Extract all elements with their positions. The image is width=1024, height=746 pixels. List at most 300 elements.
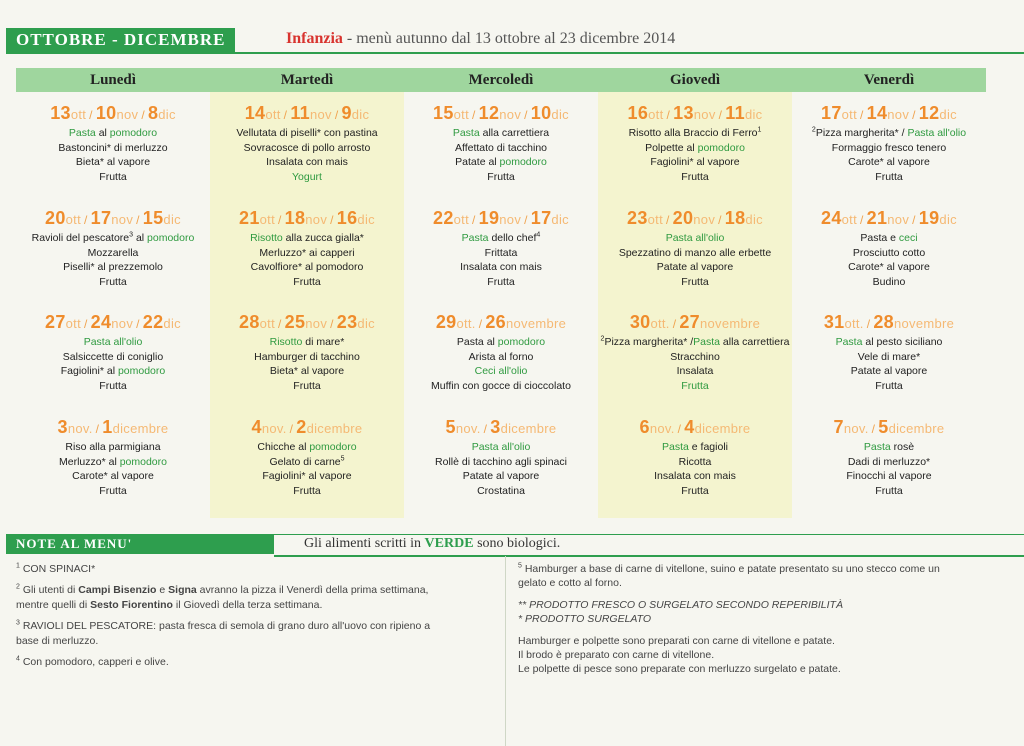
date-month: nov. bbox=[843, 421, 869, 436]
date-separator: / bbox=[860, 213, 864, 227]
text: Pizza margherita* / bbox=[815, 127, 908, 139]
date-day: 28 bbox=[239, 312, 260, 332]
date-line bbox=[792, 414, 986, 440]
date-line bbox=[16, 100, 210, 126]
school-level: Infanzia bbox=[286, 30, 343, 47]
date-day: 13 bbox=[50, 103, 71, 123]
date-line bbox=[210, 309, 404, 335]
text: Formaggio fresco tenero bbox=[831, 141, 947, 154]
date-month: dic bbox=[351, 107, 370, 122]
organic-text: pomodoro bbox=[497, 336, 546, 348]
day-header: Venerdì bbox=[792, 68, 986, 92]
date-month: ott. bbox=[650, 316, 670, 331]
menu-cell bbox=[16, 100, 210, 184]
text: Insalata con mais bbox=[654, 470, 736, 483]
date-day: 20 bbox=[672, 208, 694, 228]
text: Ricotta bbox=[678, 455, 712, 468]
menu-cell bbox=[210, 414, 404, 498]
footnote-ref: 4 bbox=[16, 655, 20, 663]
footnote-ref: 1 bbox=[757, 126, 762, 134]
text: RAVIOLI DEL PESCATORE bbox=[22, 620, 154, 632]
text: Carote* al vapore bbox=[72, 470, 154, 483]
organic-note-post: sono biologici. bbox=[473, 536, 561, 551]
date-separator: / bbox=[330, 317, 334, 331]
date-separator: / bbox=[472, 213, 476, 227]
date-month: dic bbox=[551, 212, 569, 227]
text: Frutta bbox=[99, 484, 127, 497]
notes-left-column bbox=[16, 562, 491, 676]
text: Mozzarella bbox=[87, 246, 139, 259]
menu-item bbox=[210, 126, 404, 141]
day-column bbox=[404, 68, 598, 518]
text: Vellutata di piselli* con pastina bbox=[236, 127, 378, 139]
menu-cell bbox=[598, 100, 792, 184]
note-paragraph bbox=[16, 619, 491, 649]
date-day: 25 bbox=[284, 312, 306, 332]
text: Frutta bbox=[681, 484, 709, 497]
date-month: nov bbox=[499, 212, 522, 227]
date-separator: / bbox=[866, 317, 871, 331]
text: Le polpette di pesce sono preparate con merluzzo surgelato e patate. bbox=[518, 663, 841, 675]
organic-text: ceci bbox=[898, 232, 918, 244]
menu-item bbox=[598, 335, 792, 350]
date-day: 7 bbox=[833, 417, 844, 437]
footnote-ref: 2 bbox=[600, 335, 605, 343]
footnote-ref: 2 bbox=[16, 583, 20, 591]
date-day: 16 bbox=[336, 208, 358, 228]
text: Sovracosce di pollo arrosto bbox=[243, 141, 371, 154]
footnote-ref: 3 bbox=[129, 231, 134, 239]
organic-text: Yogurt bbox=[292, 170, 322, 183]
text: Frutta bbox=[875, 484, 903, 497]
menu-cell bbox=[16, 205, 210, 289]
organic-text: pomodoro bbox=[109, 127, 158, 139]
date-separator: / bbox=[860, 108, 864, 122]
menu-item bbox=[16, 275, 210, 290]
footnote-ref: 3 bbox=[16, 619, 20, 627]
text: Frutta bbox=[681, 275, 709, 288]
date-line bbox=[792, 205, 986, 231]
text: Frutta bbox=[293, 484, 321, 497]
page-header bbox=[0, 26, 1024, 54]
date-separator: / bbox=[666, 213, 670, 227]
date-day: 28 bbox=[873, 312, 894, 332]
text: di mare* bbox=[302, 336, 345, 348]
date-separator: / bbox=[278, 317, 282, 331]
organic-text: pomodoro bbox=[147, 232, 195, 244]
text: e fagioli bbox=[688, 441, 728, 453]
date-day: 15 bbox=[433, 103, 454, 123]
text: Stracchino bbox=[670, 350, 720, 363]
date-day: 1 bbox=[102, 417, 113, 437]
menu-item bbox=[404, 170, 598, 185]
menu-item bbox=[792, 141, 986, 156]
menu-cell bbox=[404, 205, 598, 289]
date-month: ott bbox=[259, 316, 276, 331]
date-separator: / bbox=[672, 317, 677, 331]
note-paragraph bbox=[518, 562, 988, 590]
menu-cell bbox=[210, 309, 404, 393]
organic-text: pomodoro bbox=[309, 441, 357, 453]
menu-item bbox=[598, 231, 792, 246]
date-day: 17 bbox=[90, 208, 112, 228]
menu-cell bbox=[16, 414, 210, 498]
menu-item bbox=[404, 440, 598, 455]
date-separator: / bbox=[912, 108, 916, 122]
date-day: 10 bbox=[530, 103, 552, 123]
date-month: dic bbox=[163, 316, 181, 331]
menu-item bbox=[404, 260, 598, 275]
text: Frutta bbox=[681, 170, 709, 183]
text: Patate al vapore bbox=[462, 470, 540, 483]
text: avranno la pizza il Venerdì della prima settimana, bbox=[196, 584, 429, 596]
text: Prosciutto cotto bbox=[852, 246, 926, 259]
text: al pesto siciliano bbox=[862, 336, 943, 348]
date-line bbox=[210, 414, 404, 440]
text: Crostatina bbox=[477, 484, 525, 497]
date-month: dic bbox=[744, 107, 763, 122]
date-month: nov. bbox=[455, 421, 481, 436]
menu-item bbox=[404, 350, 598, 365]
menu-item bbox=[598, 155, 792, 170]
date-month: dic bbox=[551, 107, 569, 122]
text: Frutta bbox=[487, 170, 515, 183]
text: alla carrettiera bbox=[720, 336, 790, 348]
organic-text: pomodoro bbox=[117, 365, 166, 378]
date-day: 6 bbox=[639, 417, 650, 437]
date-separator: / bbox=[334, 108, 339, 122]
menu-item bbox=[16, 469, 210, 484]
date-month: ott bbox=[453, 107, 470, 122]
text: Hamburger e polpette sono preparati con carne di vitellone e patate. bbox=[518, 635, 835, 647]
day-column bbox=[792, 68, 986, 518]
date-month: ott bbox=[265, 107, 281, 122]
date-day: 10 bbox=[95, 103, 117, 123]
menu-cell bbox=[404, 309, 598, 393]
date-month: ott bbox=[647, 212, 664, 227]
date-day: 4 bbox=[684, 417, 695, 437]
date-month: dic bbox=[163, 212, 181, 227]
menu-item bbox=[598, 364, 792, 379]
date-separator: / bbox=[524, 108, 528, 122]
date-day: 5 bbox=[445, 417, 456, 437]
menu-item bbox=[210, 469, 404, 484]
text: Fagiolini* al vapore bbox=[262, 470, 352, 483]
menu-item bbox=[792, 275, 986, 290]
organic-text: Risotto bbox=[269, 336, 303, 348]
text: base di merluzzo. bbox=[16, 635, 99, 647]
date-month: ott bbox=[841, 107, 858, 122]
menu-item bbox=[210, 455, 404, 470]
note-paragraph bbox=[16, 562, 491, 577]
date-separator: / bbox=[478, 317, 483, 331]
menu-period: - menù autunno dal 13 ottobre al 23 dicembre 2014 bbox=[342, 30, 676, 47]
text: Gelato di carne bbox=[269, 455, 341, 468]
date-day: 22 bbox=[433, 208, 454, 228]
menu-item bbox=[792, 364, 986, 379]
menu-cell bbox=[210, 100, 404, 184]
text: Patate al vapore bbox=[656, 261, 734, 274]
date-month: nov bbox=[693, 107, 716, 122]
day-header: Martedì bbox=[210, 68, 404, 92]
text: alla carrettiera bbox=[479, 127, 550, 139]
organic-text: Risotto bbox=[250, 232, 283, 244]
date-day: 29 bbox=[435, 312, 457, 332]
date-day: 13 bbox=[673, 103, 694, 123]
date-line bbox=[598, 205, 792, 231]
menu-item bbox=[792, 350, 986, 365]
bold-text: Campi Bisenzio bbox=[78, 584, 157, 596]
text: Con pomodoro, capperi e olive. bbox=[19, 656, 169, 668]
date-month: ott bbox=[841, 212, 858, 227]
text: Insalata con mais bbox=[266, 156, 348, 169]
date-month: nov. bbox=[261, 421, 287, 436]
menu-item bbox=[16, 231, 210, 246]
date-separator: / bbox=[718, 108, 723, 122]
footnote-ref: 2 bbox=[811, 126, 816, 134]
date-separator: / bbox=[141, 108, 145, 122]
text: Vele di mare* bbox=[857, 350, 921, 363]
notes-header bbox=[6, 534, 1024, 554]
organic-text: Pasta all'olio bbox=[471, 441, 531, 453]
menu-item bbox=[210, 335, 404, 350]
menu-item bbox=[792, 231, 986, 246]
text: al bbox=[133, 232, 148, 244]
date-separator: / bbox=[289, 422, 294, 436]
date-day: 14 bbox=[244, 103, 266, 123]
menu-cell bbox=[404, 100, 598, 184]
menu-item bbox=[16, 484, 210, 499]
date-line bbox=[404, 100, 598, 126]
date-day: 24 bbox=[90, 312, 112, 332]
date-separator: / bbox=[283, 108, 288, 122]
day-column bbox=[598, 68, 792, 518]
text: Merluzzo* al bbox=[59, 455, 120, 468]
organic-text: Pasta bbox=[662, 441, 689, 453]
text: e bbox=[156, 584, 169, 596]
menu-item bbox=[16, 440, 210, 455]
date-separator: / bbox=[472, 108, 476, 122]
menu-item bbox=[16, 260, 210, 275]
menu-item bbox=[210, 170, 404, 185]
date-day: 19 bbox=[918, 208, 940, 228]
menu-item bbox=[210, 231, 404, 246]
date-day: 26 bbox=[485, 312, 506, 332]
text: Polpette al bbox=[645, 141, 698, 154]
date-day: 3 bbox=[490, 417, 501, 437]
date-month: novembre bbox=[893, 316, 955, 331]
date-month: dicembre bbox=[888, 421, 945, 436]
text: gelato e cotto al forno. bbox=[518, 577, 622, 589]
date-month: ott bbox=[70, 107, 87, 122]
menu-cell bbox=[16, 309, 210, 393]
text: Riso alla parmigiana bbox=[65, 441, 161, 453]
text: al bbox=[95, 127, 110, 139]
menu-item bbox=[792, 260, 986, 275]
menu-item bbox=[792, 440, 986, 455]
menu-cell bbox=[598, 205, 792, 289]
menu-item bbox=[404, 455, 598, 470]
text: : pasta fresca di semola di grano duro all'uovo con ripieno a bbox=[153, 620, 431, 632]
date-month: dic bbox=[939, 107, 957, 122]
note-paragraph bbox=[16, 655, 491, 670]
text: rosè bbox=[890, 441, 915, 453]
menu-item bbox=[16, 379, 210, 394]
date-month: ott bbox=[65, 212, 82, 227]
date-day: 23 bbox=[627, 208, 648, 228]
menu-item bbox=[598, 350, 792, 365]
date-separator: / bbox=[89, 108, 93, 122]
menu-item bbox=[792, 335, 986, 350]
menu-item bbox=[16, 141, 210, 156]
menu-item bbox=[792, 246, 986, 261]
menu-item bbox=[16, 364, 210, 379]
text: Gli utenti di bbox=[19, 584, 79, 596]
menu-item bbox=[210, 275, 404, 290]
menu-item bbox=[210, 440, 404, 455]
text: Risotto alla Braccio di Ferro bbox=[628, 127, 758, 139]
date-month: dic bbox=[357, 316, 375, 331]
bold-text: Signa bbox=[168, 584, 197, 596]
text: Patate al bbox=[455, 156, 500, 169]
menu-item bbox=[16, 350, 210, 365]
organic-note bbox=[304, 536, 560, 552]
day-header: Giovedì bbox=[598, 68, 792, 92]
text: dello chef bbox=[488, 232, 537, 244]
menu-item bbox=[16, 246, 210, 261]
menu-item bbox=[792, 484, 986, 499]
day-column bbox=[16, 68, 210, 518]
menu-item bbox=[404, 275, 598, 290]
menu-cell bbox=[210, 205, 404, 289]
text: Affettato di tacchino bbox=[454, 141, 548, 154]
organic-text: Pasta bbox=[68, 127, 96, 139]
text: Frutta bbox=[99, 379, 127, 392]
footnote-ref: 5 bbox=[340, 455, 345, 463]
menu-item bbox=[404, 155, 598, 170]
date-month: dicembre bbox=[694, 421, 751, 436]
menu-item bbox=[210, 260, 404, 275]
bold-text: Sesto Fiorentino bbox=[90, 599, 173, 611]
period-title: OTTOBRE - DICEMBRE bbox=[6, 28, 235, 52]
menu-item bbox=[404, 126, 598, 141]
menu-item bbox=[210, 350, 404, 365]
text: Frutta bbox=[487, 275, 515, 288]
notes-title: NOTE AL MENU' bbox=[6, 534, 274, 554]
menu-item bbox=[598, 275, 792, 290]
text: Pizza margherita* / bbox=[604, 336, 694, 348]
menu-item bbox=[598, 455, 792, 470]
text: Insalata con mais bbox=[460, 261, 542, 274]
menu-grid bbox=[16, 68, 986, 518]
note-paragraph bbox=[518, 598, 988, 626]
date-day: 15 bbox=[142, 208, 164, 228]
date-month: nov bbox=[305, 212, 328, 227]
footnote-ref: 5 bbox=[518, 562, 522, 570]
date-line bbox=[404, 205, 598, 231]
text: Arista al forno bbox=[468, 350, 534, 363]
organic-text: Pasta bbox=[461, 232, 489, 244]
note-paragraph bbox=[518, 634, 988, 676]
date-month: nov bbox=[116, 107, 139, 122]
text: Insalata bbox=[676, 365, 714, 378]
date-month: nov bbox=[887, 107, 910, 122]
date-day: 16 bbox=[627, 103, 649, 123]
menu-item bbox=[598, 379, 792, 394]
date-day: 12 bbox=[478, 103, 500, 123]
date-line bbox=[598, 100, 792, 126]
date-line bbox=[404, 414, 598, 440]
text: Carote* al vapore bbox=[848, 156, 930, 169]
organic-note-pre: Gli alimenti scritti in bbox=[304, 536, 425, 551]
date-day: 19 bbox=[478, 208, 500, 228]
organic-text: Pasta all'olio bbox=[83, 336, 143, 348]
organic-text: pomodoro bbox=[499, 156, 547, 169]
date-day: 23 bbox=[336, 312, 358, 332]
text: Bieta* al vapore bbox=[269, 365, 345, 378]
menu-item bbox=[404, 484, 598, 499]
date-day: 5 bbox=[878, 417, 889, 437]
date-day: 21 bbox=[866, 208, 888, 228]
organic-text: pomodoro bbox=[119, 455, 167, 468]
date-separator: / bbox=[718, 213, 722, 227]
date-day: 27 bbox=[45, 312, 66, 332]
menu-item bbox=[598, 260, 792, 275]
date-separator: / bbox=[912, 213, 916, 227]
menu-cell bbox=[792, 414, 986, 498]
date-separator: / bbox=[136, 213, 140, 227]
date-line bbox=[16, 414, 210, 440]
italic-text: * PRODOTTO SURGELATO bbox=[518, 613, 652, 625]
date-line bbox=[210, 205, 404, 231]
date-month: ott bbox=[259, 212, 276, 227]
date-separator: / bbox=[330, 213, 334, 227]
menu-item bbox=[210, 484, 404, 499]
date-month: novembre bbox=[505, 316, 567, 331]
text: Frittata bbox=[484, 246, 518, 259]
menu-cell bbox=[792, 205, 986, 289]
menu-item bbox=[404, 469, 598, 484]
menu-cell bbox=[598, 309, 792, 393]
date-day: 8 bbox=[147, 103, 159, 123]
date-month: nov. bbox=[67, 421, 93, 436]
footnote-ref: 4 bbox=[536, 231, 541, 239]
date-day: 14 bbox=[866, 103, 888, 123]
text: Bieta* al vapore bbox=[75, 156, 151, 169]
menu-item bbox=[792, 170, 986, 185]
menu-item bbox=[598, 170, 792, 185]
italic-text: ** PRODOTTO FRESCO O SURGELATO SECONDO REPERIBILITÀ bbox=[518, 599, 843, 611]
date-month: nov bbox=[309, 107, 332, 122]
menu-item bbox=[404, 141, 598, 156]
date-month: ott. bbox=[844, 316, 864, 331]
menu-item bbox=[792, 126, 986, 141]
date-line bbox=[404, 309, 598, 335]
menu-item bbox=[16, 126, 210, 141]
menu-cell bbox=[792, 100, 986, 184]
text: Ravioli del pescatore bbox=[31, 232, 130, 244]
date-month: dic bbox=[357, 212, 375, 227]
menu-item bbox=[16, 455, 210, 470]
date-day: 24 bbox=[821, 208, 842, 228]
date-month: dic bbox=[745, 212, 763, 227]
text: Pasta al bbox=[456, 336, 498, 348]
date-day: 21 bbox=[239, 208, 260, 228]
organic-text: pomodoro bbox=[697, 141, 745, 154]
text: Frutta bbox=[99, 170, 127, 183]
day-column bbox=[210, 68, 404, 518]
date-day: 3 bbox=[57, 417, 68, 437]
